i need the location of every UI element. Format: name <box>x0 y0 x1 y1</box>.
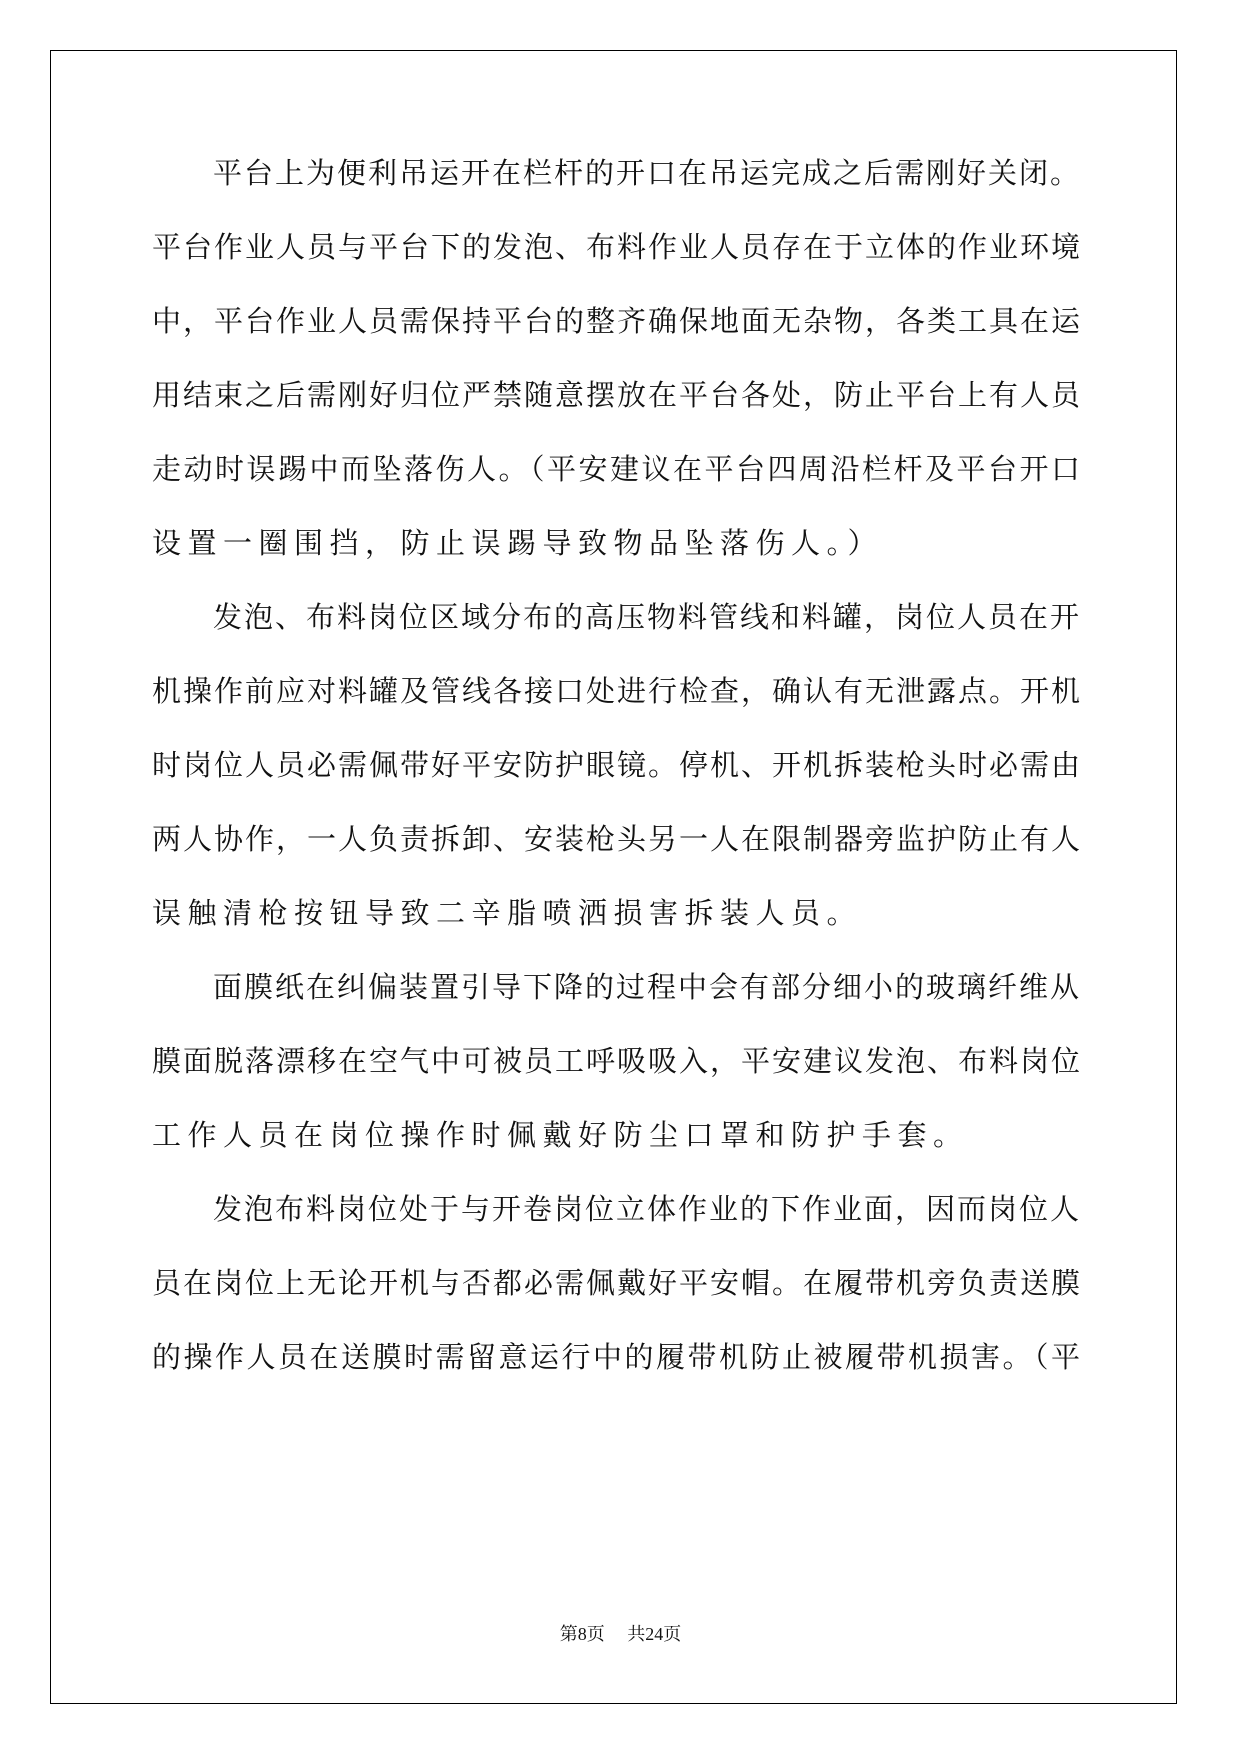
text-line: 膜面脱落漂移在空气中可被员工呼吸吸入，平安建议发泡、布料岗位 <box>152 1044 1083 1078</box>
text-line: 中，平台作业人员需保持平台的整齐确保地面无杂物，各类工具在运 <box>152 304 1083 338</box>
page-footer <box>0 1620 1241 1646</box>
text-line: 设置一圈围挡，防止误踢导致物品坠落伤人。） <box>152 526 884 560</box>
text-line: 时岗位人员必需佩带好平安防护眼镜。停机、开机拆装枪头时必需由 <box>152 748 1083 782</box>
text-line: 工作人员在岗位操作时佩戴好防尘口罩和防护手套。 <box>152 1118 969 1152</box>
text-line: 发泡布料岗位处于与开卷岗位立体作业的下作业面，因而岗位人 <box>213 1192 1082 1226</box>
text-line: 发泡、布料岗位区域分布的高压物料管线和料罐，岗位人员在开 <box>213 600 1082 634</box>
text-line: 两人协作，一人负责拆卸、安装枪头另一人在限制器旁监护防止有人 <box>152 822 1083 856</box>
text-line: 机操作前应对料罐及管线各接口处进行检查，确认有无泄露点。开机 <box>152 674 1083 708</box>
text-line: 的操作人员在送膜时需留意运行中的履带机防止被履带机损害。（平 <box>152 1340 1083 1374</box>
text-line: 面膜纸在纠偏装置引导下降的过程中会有部分细小的玻璃纤维从 <box>213 970 1082 1004</box>
page-number: 第8页 <box>559 1624 605 1644</box>
text-line: 走动时误踢中而坠落伤人。（平安建议在平台四周沿栏杆及平台开口 <box>152 452 1083 486</box>
text-line: 平台作业人员与平台下的发泡、布料作业人员存在于立体的作业环境 <box>152 230 1083 264</box>
text-line: 误触清枪按钮导致二辛脂喷洒损害拆装人员。 <box>152 896 863 930</box>
text-line: 平台上为便利吊运开在栏杆的开口在吊运完成之后需刚好关闭。 <box>213 156 1082 190</box>
text-line: 用结束之后需刚好归位严禁随意摆放在平台各处，防止平台上有人员 <box>152 378 1083 412</box>
text-line: 员在岗位上无论开机与否都必需佩戴好平安帽。在履带机旁负责送膜 <box>152 1266 1083 1300</box>
page-total: 共24页 <box>627 1624 682 1644</box>
